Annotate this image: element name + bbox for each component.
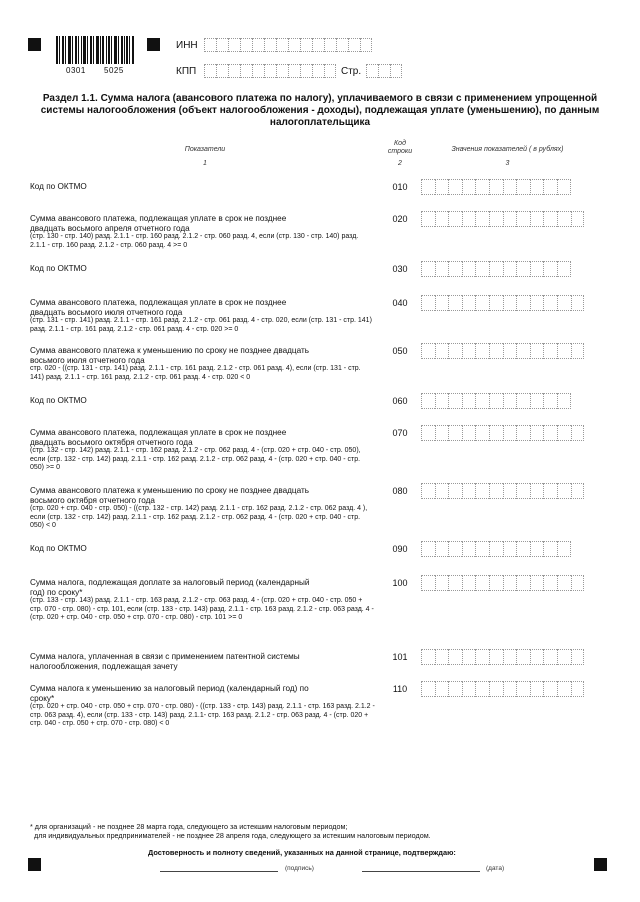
value-cell[interactable] (475, 483, 489, 499)
footnote-organizations: * для организаций - не позднее 28 марта года, следующего за истекшим налоговым периодом; (30, 822, 348, 831)
value-cell[interactable] (530, 211, 544, 227)
value-cell[interactable] (435, 261, 449, 277)
value-cell[interactable] (489, 261, 503, 277)
value-cell[interactable] (421, 681, 435, 697)
date-field[interactable] (362, 871, 480, 872)
value-cell[interactable] (448, 425, 462, 441)
value-cell[interactable] (543, 179, 557, 195)
row-090-label (30, 544, 375, 554)
row-010-value-field[interactable] (421, 179, 571, 195)
footnote-entrepreneurs: для индивидуальных предпринимателей - не позднее 28 апреля года, следующего за истекшим налоговым периодом. (34, 831, 431, 840)
value-cell[interactable] (448, 211, 462, 227)
column-header-code: Код строки (387, 140, 413, 155)
row-040-label (30, 298, 375, 334)
value-cell[interactable] (543, 483, 557, 499)
row-title: Сумма налога, подлежащая доплате за налоговый период (календарный год) по сроку* (30, 578, 310, 597)
value-cell[interactable] (421, 295, 435, 311)
value-cell[interactable] (421, 211, 435, 227)
value-cell[interactable] (435, 179, 449, 195)
value-cell[interactable] (448, 681, 462, 697)
row-formula: (стр. 020 + стр. 040 - стр. 050) - ((стр. 132 - стр. 142) разд. 2.1.1 - стр. 162 разд. 2.1.2 - стр. 062 разд. 4 ), если (стр. 132 - стр. 142) разд. 2.1.1 - стр. 162 разд. 2.1.2 - стр. 062 разд. 4 - (стр. 020 + стр. 040 - стр. 050) < 0 (30, 505, 368, 530)
value-cell[interactable] (557, 179, 571, 195)
value-cell[interactable] (489, 541, 503, 557)
value-cell[interactable] (516, 483, 530, 499)
row-title: Сумма авансового платежа к уменьшению по сроку не позднее двадцать восьмого июля отчетного года (30, 346, 309, 365)
value-cell[interactable] (530, 649, 544, 665)
value-cell[interactable] (571, 649, 585, 665)
value-cell[interactable] (530, 483, 544, 499)
row-title: Сумма налога, уплаченная в связи с применением патентной системы налогообложения, подлежащая зачету (30, 652, 300, 671)
value-cell[interactable] (516, 393, 530, 409)
row-080-label (30, 486, 375, 531)
value-cell[interactable] (503, 425, 517, 441)
value-cell[interactable] (435, 575, 449, 591)
value-cell[interactable] (557, 681, 571, 697)
value-cell[interactable] (475, 393, 489, 409)
value-cell[interactable] (475, 343, 489, 359)
value-cell[interactable] (421, 541, 435, 557)
value-cell[interactable] (503, 483, 517, 499)
row-080-value-field[interactable] (421, 483, 584, 499)
value-cell[interactable] (462, 179, 476, 195)
row-code: 101 (392, 652, 408, 662)
value-cell[interactable] (448, 541, 462, 557)
value-cell[interactable] (435, 425, 449, 441)
value-cell[interactable] (543, 425, 557, 441)
value-cell[interactable] (516, 649, 530, 665)
value-cell[interactable] (530, 393, 544, 409)
value-cell[interactable] (516, 425, 530, 441)
value-cell[interactable] (557, 483, 571, 499)
value-cell[interactable] (543, 393, 557, 409)
value-cell[interactable] (489, 211, 503, 227)
value-cell[interactable] (557, 649, 571, 665)
value-cell[interactable] (462, 483, 476, 499)
value-cell[interactable] (503, 179, 517, 195)
value-cell[interactable] (530, 575, 544, 591)
row-title: Сумма авансового платежа, подлежащая уплате в срок не позднее двадцать восьмого апреля отчетного года (30, 214, 287, 233)
row-110-label (30, 684, 375, 729)
value-cell[interactable] (571, 295, 585, 311)
value-cell[interactable] (448, 179, 462, 195)
value-cell[interactable] (516, 295, 530, 311)
row-100-label (30, 578, 375, 623)
confirmation-text: Достоверность и полноту сведений, указанных на данной странице, подтверждаю: (148, 848, 456, 857)
row-formula: (стр. 130 - стр. 140) разд. 2.1.1 - стр. 160 разд. 2.1.2 - стр. 060 разд. 4, если (стр. 130 - стр. 140) разд. 2.1.1 - стр. 160 разд. 2.1.2 - стр. 060 разд. 4 >= 0 (30, 233, 359, 249)
column-header-indicators: Показатели (184, 146, 226, 153)
barcode-image (56, 36, 134, 64)
value-cell[interactable] (503, 393, 517, 409)
value-cell[interactable] (475, 649, 489, 665)
row-formula: (стр. 133 - стр. 143) разд. 2.1.1 - стр. 163 разд. 2.1.2 - стр. 063 разд. 4 - (стр. 020 + стр. 040 - стр. 050 + стр. 070 - стр. 080) - стр. 101, если (стр. 133 - стр. 143) разд. 2.1.1 - стр. 163 разд. 2.1.2 - стр. 063 разд. 4 - (стр. 020 + стр. 040 - стр. 050 + стр. 070 - стр. 080) - стр. 101 >= 0 (30, 597, 374, 622)
value-cell[interactable] (543, 211, 557, 227)
value-cell[interactable] (421, 261, 435, 277)
value-cell[interactable] (543, 681, 557, 697)
value-cell[interactable] (557, 261, 571, 277)
row-020-value-field[interactable] (421, 211, 584, 227)
value-cell[interactable] (571, 211, 585, 227)
value-cell[interactable] (503, 649, 517, 665)
value-cell[interactable] (489, 425, 503, 441)
row-090-value-field[interactable] (421, 541, 571, 557)
value-cell[interactable] (557, 425, 571, 441)
row-code: 050 (392, 346, 408, 356)
value-cell[interactable] (516, 179, 530, 195)
kpp-field[interactable] (204, 64, 336, 78)
row-040-value-field[interactable] (421, 295, 584, 311)
column-header-code-num: 2 (398, 160, 402, 167)
value-cell[interactable] (421, 343, 435, 359)
value-cell[interactable] (435, 649, 449, 665)
value-cell[interactable] (462, 295, 476, 311)
column-header-values-num: 3 (505, 160, 510, 167)
value-cell[interactable] (516, 343, 530, 359)
value-cell[interactable] (462, 681, 476, 697)
value-cell[interactable] (489, 179, 503, 195)
row-title: Сумма авансового платежа к уменьшению по сроку не позднее двадцать восьмого октября отчетного года (30, 486, 309, 505)
value-cell[interactable] (448, 261, 462, 277)
value-cell[interactable] (448, 483, 462, 499)
value-cell[interactable] (475, 541, 489, 557)
row-code: 020 (392, 214, 408, 224)
value-cell[interactable] (435, 343, 449, 359)
value-cell[interactable] (462, 211, 476, 227)
value-cell[interactable] (448, 393, 462, 409)
section-title: Раздел 1.1. Сумма налога (авансового платежа по налогу), уплачиваемого в связи с применением упрощенной системы налогообложения (объект налогообложения - доходы), подлежащая уплате (уменьшению), по данным налогоплательщика (40, 93, 600, 128)
row-101-value-field[interactable] (421, 649, 584, 665)
value-cell[interactable] (421, 483, 435, 499)
value-cell[interactable] (435, 211, 449, 227)
value-cell[interactable] (557, 343, 571, 359)
value-cell[interactable] (448, 343, 462, 359)
value-cell[interactable] (557, 393, 571, 409)
value-cell[interactable] (462, 425, 476, 441)
value-cell[interactable] (516, 575, 530, 591)
value-cell[interactable] (543, 295, 557, 311)
value-cell[interactable] (503, 211, 517, 227)
value-cell[interactable] (435, 295, 449, 311)
corner-marker-bottom-left (28, 858, 41, 871)
value-cell[interactable] (435, 483, 449, 499)
value-cell[interactable] (462, 649, 476, 665)
value-cell[interactable] (503, 575, 517, 591)
value-cell[interactable] (421, 575, 435, 591)
value-cell[interactable] (516, 261, 530, 277)
value-cell[interactable] (503, 681, 517, 697)
value-cell[interactable] (475, 261, 489, 277)
inn-label: ИНН (176, 40, 198, 51)
value-cell[interactable] (489, 343, 503, 359)
value-cell[interactable] (475, 681, 489, 697)
value-cell[interactable] (503, 295, 517, 311)
value-cell[interactable] (530, 425, 544, 441)
value-cell[interactable] (489, 483, 503, 499)
value-cell[interactable] (530, 261, 544, 277)
value-cell[interactable] (503, 261, 517, 277)
value-cell[interactable] (489, 575, 503, 591)
value-cell[interactable] (543, 541, 557, 557)
value-cell[interactable] (462, 393, 476, 409)
value-cell[interactable] (421, 393, 435, 409)
value-cell[interactable] (503, 343, 517, 359)
row-020-label (30, 214, 375, 250)
value-cell[interactable] (462, 261, 476, 277)
row-010-label (30, 182, 375, 192)
value-cell[interactable] (489, 681, 503, 697)
column-header-values: Значения показателей ( в рублях) (451, 146, 564, 153)
value-cell[interactable] (462, 575, 476, 591)
row-code: 010 (392, 182, 408, 192)
row-formula: (стр. 132 - стр. 142) разд. 2.1.1 - стр. 162 разд. 2.1.2 - стр. 062 разд. 4 - (стр. 020 + стр. 040 - стр. 050), если (стр. 132 - стр. 142) разд. 2.1.1 - стр. 162 разд. 2.1.2 - стр. 062 разд. 4 - (стр. 020 + стр. 040 - стр. 050) >= 0 (30, 447, 361, 472)
value-cell[interactable] (571, 483, 585, 499)
inn-field[interactable] (204, 38, 372, 52)
row-formula: (стр. 020 + стр. 040 - стр. 050 + стр. 070 - стр. 080) - ((стр. 133 - стр. 143) разд. 2.1.1 - стр. 163 разд. 2.1.2 - стр. 063 разд. 4), если (стр. 133 - стр. 143) разд. 2.1.1- стр. 163 разд. 2.1.2 - стр. 063 разд. 4 - (стр. 020 + стр. 040 - стр. 050 + стр. 070 - стр. 080) < 0 (30, 703, 375, 728)
value-cell[interactable] (435, 393, 449, 409)
page-label: Стр. (341, 66, 362, 77)
value-cell[interactable] (543, 261, 557, 277)
value-cell[interactable] (475, 295, 489, 311)
corner-marker-top-left (28, 38, 41, 51)
row-title: Сумма налога к уменьшению за налоговый период (календарный год) по сроку* (30, 684, 309, 703)
row-060-value-field[interactable] (421, 393, 571, 409)
value-cell[interactable] (530, 681, 544, 697)
row-code: 090 (392, 544, 408, 554)
value-cell[interactable] (421, 425, 435, 441)
value-cell[interactable] (516, 681, 530, 697)
value-cell[interactable] (489, 649, 503, 665)
value-cell[interactable] (543, 343, 557, 359)
value-cell[interactable] (557, 541, 571, 557)
value-cell[interactable] (475, 575, 489, 591)
value-cell[interactable] (475, 211, 489, 227)
row-101-label (30, 652, 375, 671)
value-cell[interactable] (435, 541, 449, 557)
value-cell[interactable] (557, 575, 571, 591)
value-cell[interactable] (571, 575, 585, 591)
row-050-value-field[interactable] (421, 343, 584, 359)
value-cell[interactable] (571, 425, 585, 441)
column-header-indicators-num: 1 (203, 160, 207, 167)
value-cell[interactable] (462, 541, 476, 557)
value-cell[interactable] (448, 575, 462, 591)
date-label: (дата) (486, 865, 505, 872)
value-cell[interactable] (475, 425, 489, 441)
row-100-value-field[interactable] (421, 575, 584, 591)
value-cell[interactable] (475, 179, 489, 195)
row-title: Сумма авансового платежа, подлежащая уплате в срок не позднее двадцать восьмого октября отчетного года (30, 428, 287, 447)
value-cell[interactable] (421, 179, 435, 195)
kpp-label: КПП (176, 66, 197, 77)
value-cell[interactable] (543, 649, 557, 665)
row-030-label (30, 264, 375, 274)
row-code: 100 (392, 578, 408, 588)
value-cell[interactable] (462, 343, 476, 359)
value-cell[interactable] (489, 393, 503, 409)
corner-marker-bottom-right (594, 858, 607, 871)
row-060-label (30, 396, 375, 406)
row-030-value-field[interactable] (421, 261, 571, 277)
value-cell[interactable] (543, 575, 557, 591)
value-cell[interactable] (530, 179, 544, 195)
row-code: 070 (392, 428, 408, 438)
value-cell[interactable] (557, 295, 571, 311)
row-title: Сумма авансового платежа, подлежащая уплате в срок не позднее двадцать восьмого июля отчетного года (30, 298, 287, 317)
corner-marker-top-center (147, 38, 160, 51)
row-code: 040 (392, 298, 408, 308)
row-code: 060 (392, 396, 408, 406)
signature-field[interactable] (160, 871, 278, 872)
row-code: 030 (392, 264, 408, 274)
barcode-number-right: 5025 (104, 66, 124, 75)
row-code: 110 (392, 684, 408, 694)
barcode-number-left: 0301 (66, 66, 86, 75)
row-title: Код по ОКТМО (30, 544, 87, 553)
page-number-field[interactable] (366, 64, 402, 78)
value-cell[interactable] (448, 295, 462, 311)
value-cell[interactable] (571, 681, 585, 697)
value-cell[interactable] (448, 649, 462, 665)
value-cell[interactable] (530, 343, 544, 359)
value-cell[interactable] (489, 295, 503, 311)
row-070-label (30, 428, 375, 473)
value-cell[interactable] (530, 541, 544, 557)
row-code: 080 (392, 486, 408, 496)
row-title: Код по ОКТМО (30, 264, 87, 273)
value-cell[interactable] (530, 295, 544, 311)
row-title: Код по ОКТМО (30, 396, 87, 405)
row-050-label (30, 346, 375, 382)
row-110-value-field[interactable] (421, 681, 584, 697)
signature-label: (подпись) (285, 865, 314, 872)
row-formula: стр. 020 - ((стр. 131 - стр. 141) разд. 2.1.1 - стр. 161 разд. 2.1.2 - стр. 061 разд. 4), если (стр. 131 - стр. 141) разд. 2.1.1 - стр. 161 разд. 2.1.2 - стр. 061 разд. 4 - стр. 020 < 0 (30, 365, 361, 381)
row-title: Код по ОКТМО (30, 182, 87, 191)
row-formula: (стр. 131 - стр. 141) разд. 2.1.1 - стр. 161 разд. 2.1.2 - стр. 061 разд. 4 - стр. 020, если (стр. 131 - стр. 141) разд. 2.1.1 - стр. 161 разд. 2.1.2 - стр. 061 разд. 4 - стр. 020 >= 0 (30, 317, 372, 333)
value-cell[interactable] (571, 343, 585, 359)
value-cell[interactable] (557, 211, 571, 227)
value-cell[interactable] (435, 681, 449, 697)
value-cell[interactable] (421, 649, 435, 665)
value-cell[interactable] (516, 541, 530, 557)
value-cell[interactable] (516, 211, 530, 227)
value-cell[interactable] (503, 541, 517, 557)
row-070-value-field[interactable] (421, 425, 584, 441)
